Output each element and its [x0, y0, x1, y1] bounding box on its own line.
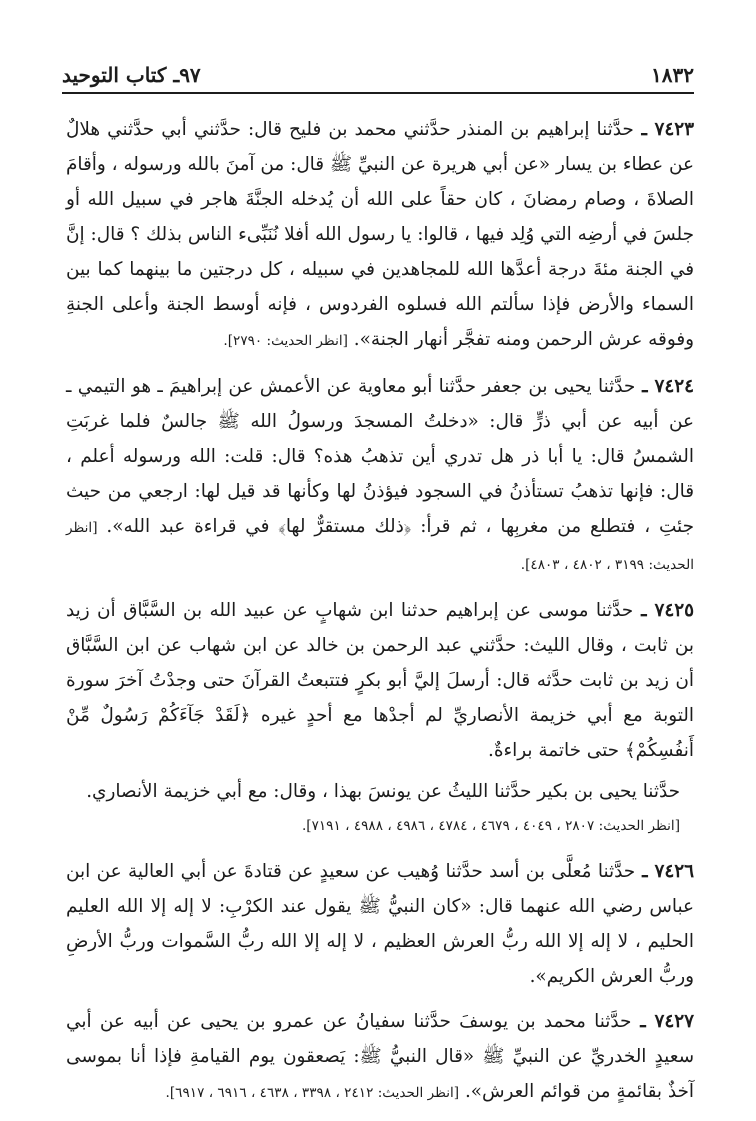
page-header: [62, 60, 694, 90]
hadith-paragraph: ٧٤٢٤ ـ حدَّثنا يحيى بن جعفر حدَّثنا أبو معاوية عن الأعمش عن إبراهيمَ ـ هو التيمي ـ عن أبيه عن أبي ذرٍّ قال: «دخلتُ المسجدَ ورسولُ الله ﷺ جالسٌ فلما غربَتِ الشمسُ قال: يا أبا ذر هل تدري أين تذهبُ هذه؟ قال: قلت: الله ورسوله أعلم ، قال: فإنها تذهبُ تستأذنُ في السجود فيؤذنُ لها وكأنها قد قيل لها: ارجعي من حيث جئتِ ، فتطلع من مغربِها ، ثم قرأ: ﴿ذلك مستقرٌّ لها﴾ في قراءة عبد الله». [انظر الحديث: ٣١٩٩ ، ٤٨٠٢ ، ٤٨٠٣].: [66, 376, 694, 573]
hadith-7423: [66, 112, 694, 359]
hadith-text: حدَّثنا موسى عن إبراهيم حدثنا ابن شهابٍ عن عبيد الله بن السَّبَّاق أن زيد بن ثابت ، وقال الليث: حدَّثني عبد الرحمن بن خالد عن ابن شهاب عن ابن السَّبَّاق أن زيد بن ثابت حدَّثه قال: أرسلَ إليَّ أبو بكرٍ فتتبعتُ القرآنَ حتى وجدْتُ آخرَ سورة التوبة مع أبي خزيمة الأنصاريِّ لم أجدْها مع أحدٍ غيره ﴿لَقَدْ جَآءَكُمْ رَسُولٌ مِّنْ أَنفُسِكُمْ﴾ حتى خاتمة براءةٌ.: [66, 600, 694, 761]
hadith-number: ٧٤٢٤: [654, 376, 694, 397]
hadith-7427: [66, 1004, 694, 1111]
hadith-paragraph: ٧٤٢٥ ـ حدَّثنا موسى عن إبراهيم حدثنا ابن شهابٍ عن عبيد الله بن السَّبَّاق أن زيد بن ثابت ، وقال الليث: حدَّثني عبد الرحمن بن خالد عن ابن شهاب عن ابن السَّبَّاق أن زيد بن ثابت حدَّثه قال: أرسلَ إليَّ أبو بكرٍ فتتبعتُ القرآنَ حتى وجدْتُ آخرَ سورة التوبة مع أبي خزيمة الأنصاريِّ لم أجدْها مع أحدٍ غيره ﴿لَقَدْ جَآءَكُمْ رَسُولٌ مِّنْ أَنفُسِكُمْ﴾ حتى خاتمة براءةٌ.: [66, 600, 694, 761]
hadith-reference: [انظر الحديث: ٢٧٩٠].: [223, 333, 348, 349]
hadith-7425-second-chain: [66, 774, 694, 844]
hadith-text: حدَّثنا مُعلَّى بن أسد حدَّثنا وُهيب عن سعيدٍ عن قتادةَ عن أبي العالية عن ابن عباس رضي الله عنهما قال: «كان النبيُّ ﷺ يقول عند الكرْبِ: لا إله إلا الله العليم الحليم ، لا إله إلا الله ربُّ العرش العظيم ، لا إله إلا الله ربُّ السَّموات وربُّ الأرضِ وربُّ العرش الكريم».: [66, 861, 694, 987]
hadith-paragraph: ٧٤٢٣ ـ حدَّثنا إبراهيم بن المنذر حدَّثني محمد بن فليح قال: حدَّثني أبي حدَّثني هلالٌ عن عطاء بن يسار «عن أبي هريرة عن النبيِّ ﷺ قال: من آمنَ بالله ورسوله ، وأقامَ الصلاةَ ، وصام رمضانَ ، كان حقاً على الله أن يُدخله الجنَّةَ هاجر في سبيل الله أو جلسَ في أرضِه التي وُلِد فيها ، قالوا: يا رسول الله أفلا نُنَبِّىء الناس بذلك ؟ قال: إنَّ في الجنة مئةَ درجة أعدَّها الله للمجاهدين في سبيله ، كل درجتين ما بينهما كما بين السماء والأرض فإذا سألتم الله فسلوه الفردوس ، فإنه أوسط الجنة وأعلى الجنةِ وفوقه عرش الرحمن ومنه تفجَّر أنهار الجنة». [انظر الحديث: ٢٧٩٠].: [66, 119, 694, 350]
hadith-number: ٧٤٢٦: [654, 861, 694, 882]
hadith-number: ٧٤٢٣: [654, 119, 694, 140]
header-rule: [62, 92, 694, 94]
hadith-text: حدَّثنا يحيى بن جعفر حدَّثنا أبو معاوية عن الأعمش عن إبراهيمَ ـ هو التيمي ـ عن أبيه عن أبي ذرٍّ قال: «دخلتُ المسجدَ ورسولُ الله ﷺ جالسٌ فلما غربَتِ الشمسُ قال: يا أبا ذر هل تدري أين تذهبُ هذه؟ قال: قلت: الله ورسوله أعلم ، قال: فإنها تذهبُ تستأذنُ في السجود فيؤذنُ لها وكأنها قد قيل لها: ارجعي من حيث جئتِ ، فتطلع من مغربِها ، ثم قرأ: ﴿ذلك مستقرٌّ لها﴾ في قراءة عبد الله».: [66, 376, 694, 537]
hadith-paragraph: ٧٤٢٦ ـ حدَّثنا مُعلَّى بن أسد حدَّثنا وُهيب عن سعيدٍ عن قتادةَ عن أبي العالية عن ابن عباس رضي الله عنهما قال: «كان النبيُّ ﷺ يقول عند الكرْبِ: لا إله إلا الله العليم الحليم ، لا إله إلا الله ربُّ العرش العظيم ، لا إله إلا الله ربُّ السَّموات وربُّ الأرضِ وربُّ العرش الكريم».: [66, 861, 694, 987]
hadith-text: حدَّثنا يحيى بن بكير حدَّثنا الليثُ عن يونسَ بهذا ، وقال: مع أبي خزيمة الأنصاري.: [86, 781, 680, 802]
hadith-reference: [انظر الحديث: ٣١٩٩ ، ٤٨٠٢ ، ٤٨٠٣].: [66, 520, 694, 573]
hadith-text: حدَّثنا محمد بن يوسفَ حدَّثنا سفيانُ عن عمرو بن يحيى عن أبيه عن أبي سعيدٍ الخدريِّ عن النبيِّ ﷺ «قال النبيُّ ﷺ: يَصعقون يوم القيامةِ فإذا أنا بموسى آخذٌ بقائمةٍ من قوائم العرش».: [66, 1011, 694, 1102]
hadith-7426: [66, 854, 694, 994]
hadith-7425: [66, 593, 694, 844]
hadith-7424: [66, 369, 694, 583]
book-title: ٩٧ـ كتاب التوحيد: [62, 63, 201, 87]
hadith-text: حدَّثنا إبراهيم بن المنذر حدَّثني محمد بن فليح قال: حدَّثني أبي حدَّثني هلالٌ عن عطاء بن يسار «عن أبي هريرة عن النبيِّ ﷺ قال: من آمنَ بالله ورسوله ، وأقامَ الصلاةَ ، وصام رمضانَ ، كان حقاً على الله أن يُدخله الجنَّةَ هاجر في سبيل الله أو جلسَ في أرضِه التي وُلِد فيها ، قالوا: يا رسول الله أفلا نُنَبِّىء الناس بذلك ؟ قال: إنَّ في الجنة مئةَ درجة أعدَّها الله للمجاهدين في سبيله ، كل درجتين ما بينهما كما بين السماء والأرض فإذا سألتم الله فسلوه الفردوس ، فإنه أوسط الجنة وأعلى الجنةِ وفوقه عرش الرحمن ومنه تفجَّر أنهار الجنة».: [66, 119, 694, 350]
page-body: [66, 112, 694, 1121]
hadith-number: ٧٤٢٧: [654, 1011, 694, 1032]
hadith-reference: [انظر الحديث: ٢٤١٢ ، ٣٣٩٨ ، ٤٦٣٨ ، ٦٩١٦ ، ٦٩١٧].: [165, 1085, 460, 1101]
page-number: ١٨٣٢: [651, 63, 694, 87]
hadith-reference: [انظر الحديث: ٢٨٠٧ ، ٤٠٤٩ ، ٤٦٧٩ ، ٤٧٨٤ ، ٤٩٨٦ ، ٤٩٨٨ ، ٧١٩١].: [301, 818, 680, 834]
hadith-paragraph: ٧٤٢٧ ـ حدَّثنا محمد بن يوسفَ حدَّثنا سفيانُ عن عمرو بن يحيى عن أبيه عن أبي سعيدٍ الخدريِّ عن النبيِّ ﷺ «قال النبيُّ ﷺ: يَصعقون يوم القيامةِ فإذا أنا بموسى آخذٌ بقائمةٍ من قوائم العرش». [انظر الحديث: ٢٤١٢ ، ٣٣٩٨ ، ٤٦٣٨ ، ٦٩١٦ ، ٦٩١٧].: [66, 1011, 694, 1102]
hadith-number: ٧٤٢٥: [654, 600, 694, 621]
